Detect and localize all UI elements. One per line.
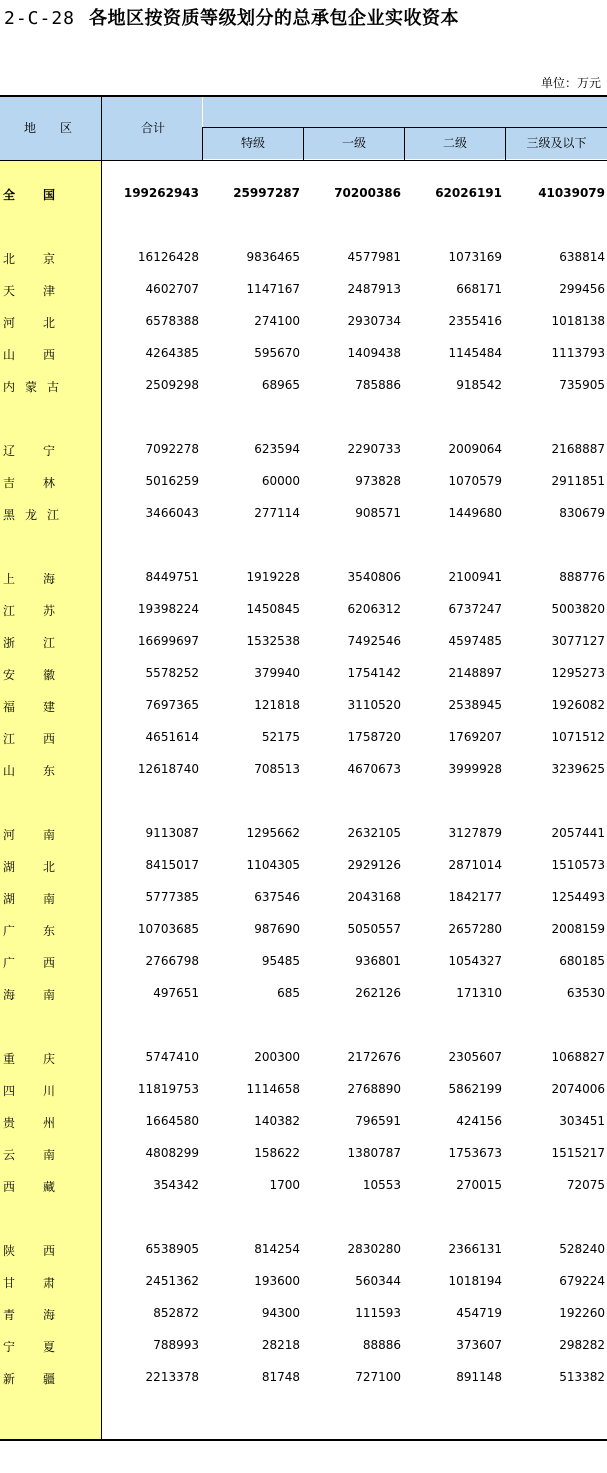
cell-total: 3466043 — [145, 506, 199, 520]
cell-grade-2: 973828 — [355, 474, 401, 488]
table-row — [0, 439, 607, 461]
header-subrule-2 — [303, 127, 304, 161]
cell-grade-1: 379940 — [254, 666, 300, 680]
header-grade-second: 二级 — [405, 128, 505, 159]
table-row — [0, 1047, 607, 1069]
region-name: 广 东 — [3, 924, 55, 938]
cell-total: 2509298 — [145, 378, 199, 392]
table-row — [0, 183, 607, 205]
table-row — [0, 983, 607, 1005]
cell-grade-2: 1380787 — [347, 1146, 401, 1160]
cell-grade-4: 3239625 — [551, 762, 605, 776]
cell-grade-1: 623594 — [254, 442, 300, 456]
cell-grade-2: 2632105 — [347, 826, 401, 840]
table-row — [0, 1239, 607, 1261]
cell-grade-1: 1114658 — [246, 1082, 300, 1096]
region-name: 天 津 — [3, 284, 55, 298]
table-row — [0, 311, 607, 333]
region-name: 河 北 — [3, 316, 55, 330]
cell-grade-3: 3127879 — [448, 826, 502, 840]
region-name: 云 南 — [3, 1148, 55, 1162]
header-region-label: 地 区 — [24, 121, 73, 135]
region-name: 全 国 — [3, 188, 55, 202]
region-name: 上 海 — [3, 572, 55, 586]
cell-grade-4: 298282 — [559, 1338, 605, 1352]
cell-grade-4: 1071512 — [551, 730, 605, 744]
cell-grade-4: 2057441 — [551, 826, 605, 840]
cell-total: 354342 — [153, 1178, 199, 1192]
cell-grade-1: 95485 — [261, 954, 300, 968]
cell-grade-2: 3540806 — [347, 570, 401, 584]
table-row — [0, 759, 607, 781]
cell-total: 10703685 — [137, 922, 199, 936]
cell-total: 19398224 — [137, 602, 199, 616]
cell-total: 4651614 — [145, 730, 199, 744]
cell-grade-4: 1068827 — [551, 1050, 605, 1064]
cell-grade-3: 373607 — [456, 1338, 502, 1352]
cell-grade-2: 10553 — [362, 1178, 401, 1192]
cell-grade-2: 4577981 — [347, 250, 401, 264]
cell-total: 199262943 — [123, 186, 199, 200]
cell-total: 5578252 — [145, 666, 199, 680]
cell-grade-1: 9836465 — [246, 250, 300, 264]
cell-grade-3: 171310 — [456, 986, 502, 1000]
cell-grade-3: 1073169 — [448, 250, 502, 264]
cell-grade-2: 88886 — [362, 1338, 401, 1352]
table-row — [0, 695, 607, 717]
cell-grade-4: 3077127 — [551, 634, 605, 648]
cell-grade-3: 270015 — [456, 1178, 502, 1192]
cell-grade-4: 735905 — [559, 378, 605, 392]
cell-total: 11819753 — [137, 1082, 199, 1096]
table-row — [0, 1079, 607, 1101]
cell-grade-4: 2008159 — [551, 922, 605, 936]
cell-grade-4: 63530 — [566, 986, 605, 1000]
cell-total: 5747410 — [145, 1050, 199, 1064]
cell-grade-2: 785886 — [355, 378, 401, 392]
cell-grade-4: 192260 — [559, 1306, 605, 1320]
region-name: 湖 北 — [3, 860, 55, 874]
cell-total: 16126428 — [137, 250, 199, 264]
cell-grade-2: 4670673 — [347, 762, 401, 776]
cell-total: 4602707 — [145, 282, 199, 296]
region-name: 福 建 — [3, 700, 55, 714]
cell-grade-4: 5003820 — [551, 602, 605, 616]
region-name: 新 疆 — [3, 1372, 55, 1386]
cell-grade-3: 2355416 — [448, 314, 502, 328]
table-row — [0, 279, 607, 301]
bottom-rule — [0, 1439, 607, 1441]
cell-grade-3: 2009064 — [448, 442, 502, 456]
header-subrule-3 — [404, 127, 405, 161]
cell-grade-2: 1409438 — [347, 346, 401, 360]
cell-total: 4808299 — [145, 1146, 199, 1160]
table-row — [0, 919, 607, 941]
cell-grade-4: 1018138 — [551, 314, 605, 328]
cell-grade-2: 2487913 — [347, 282, 401, 296]
table-row — [0, 663, 607, 685]
table-row — [0, 855, 607, 877]
table-row — [0, 727, 607, 749]
cell-grade-3: 2305607 — [448, 1050, 502, 1064]
data-table — [0, 95, 607, 1441]
cell-grade-2: 6206312 — [347, 602, 401, 616]
table-row — [0, 887, 607, 909]
table-row — [0, 567, 607, 589]
cell-grade-4: 830679 — [559, 506, 605, 520]
cell-grade-2: 2830280 — [347, 1242, 401, 1256]
cell-grade-1: 637546 — [254, 890, 300, 904]
table-row — [0, 247, 607, 269]
cell-grade-2: 2929126 — [347, 858, 401, 872]
cell-grade-1: 1532538 — [246, 634, 300, 648]
cell-grade-4: 303451 — [559, 1114, 605, 1128]
table-code: 2-C-28 — [4, 8, 76, 29]
cell-grade-1: 987690 — [254, 922, 300, 936]
cell-grade-2: 2172676 — [347, 1050, 401, 1064]
cell-grade-4: 1510573 — [551, 858, 605, 872]
cell-grade-2: 908571 — [355, 506, 401, 520]
table-row — [0, 1367, 607, 1389]
table-row — [0, 343, 607, 365]
cell-grade-1: 685 — [277, 986, 300, 1000]
cell-total: 6578388 — [145, 314, 199, 328]
cell-total: 852872 — [153, 1306, 199, 1320]
cell-grade-1: 140382 — [254, 1114, 300, 1128]
cell-grade-3: 424156 — [456, 1114, 502, 1128]
cell-grade-1: 200300 — [254, 1050, 300, 1064]
region-name: 重 庆 — [3, 1052, 55, 1066]
header-grade-third-below: 三级及以下 — [506, 128, 607, 159]
cell-grade-1: 121818 — [254, 698, 300, 712]
header-grade-special: 特级 — [203, 128, 303, 159]
cell-total: 16699697 — [137, 634, 199, 648]
region-name: 湖 南 — [3, 892, 55, 906]
cell-grade-4: 1515217 — [551, 1146, 605, 1160]
region-name: 浙 江 — [3, 636, 55, 650]
cell-grade-4: 2074006 — [551, 1082, 605, 1096]
cell-grade-3: 1054327 — [448, 954, 502, 968]
cell-grade-4: 2911851 — [551, 474, 605, 488]
cell-total: 1664580 — [145, 1114, 199, 1128]
cell-grade-4: 299456 — [559, 282, 605, 296]
cell-grade-3: 5862199 — [448, 1082, 502, 1096]
cell-grade-4: 1926082 — [551, 698, 605, 712]
cell-grade-2: 70200386 — [334, 186, 401, 200]
region-name: 河 南 — [3, 828, 55, 842]
cell-grade-3: 1449680 — [448, 506, 502, 520]
cell-grade-1: 28218 — [261, 1338, 300, 1352]
region-name: 辽 宁 — [3, 444, 55, 458]
cell-grade-3: 1842177 — [448, 890, 502, 904]
cell-grade-1: 1919228 — [246, 570, 300, 584]
header-grade-first: 一级 — [304, 128, 404, 159]
cell-grade-2: 1758720 — [347, 730, 401, 744]
cell-grade-3: 2871014 — [448, 858, 502, 872]
cell-grade-1: 814254 — [254, 1242, 300, 1256]
cell-grade-1: 52175 — [261, 730, 300, 744]
table-row — [0, 951, 607, 973]
cell-grade-3: 918542 — [456, 378, 502, 392]
region-name: 宁 夏 — [3, 1340, 55, 1354]
cell-total: 4264385 — [145, 346, 199, 360]
cell-grade-1: 60000 — [261, 474, 300, 488]
cell-grade-1: 1700 — [269, 1178, 300, 1192]
cell-grade-3: 1018194 — [448, 1274, 502, 1288]
table-row — [0, 599, 607, 621]
table-row — [0, 1335, 607, 1357]
cell-total: 12618740 — [137, 762, 199, 776]
region-name: 山 东 — [3, 764, 55, 778]
cell-total: 2451362 — [145, 1274, 199, 1288]
cell-total: 5016259 — [145, 474, 199, 488]
cell-grade-2: 3110520 — [347, 698, 401, 712]
cell-grade-3: 891148 — [456, 1370, 502, 1384]
cell-grade-2: 2043168 — [347, 890, 401, 904]
cell-grade-2: 727100 — [355, 1370, 401, 1384]
table-row — [0, 1175, 607, 1197]
cell-grade-4: 72075 — [566, 1178, 605, 1192]
region-name: 青 海 — [3, 1308, 55, 1322]
cell-total: 8415017 — [145, 858, 199, 872]
cell-grade-1: 1295662 — [246, 826, 300, 840]
table-row — [0, 631, 607, 653]
table-row — [0, 1303, 607, 1325]
unit-label: 单位：万元 — [540, 76, 601, 90]
cell-total: 7697365 — [145, 698, 199, 712]
region-name: 陕 西 — [3, 1244, 55, 1258]
cell-grade-1: 277114 — [254, 506, 300, 520]
cell-grade-1: 1104305 — [246, 858, 300, 872]
cell-grade-3: 3999928 — [448, 762, 502, 776]
cell-grade-3: 2100941 — [448, 570, 502, 584]
cell-grade-1: 94300 — [261, 1306, 300, 1320]
header-total-label: 合计 — [141, 121, 166, 135]
cell-grade-4: 513382 — [559, 1370, 605, 1384]
cell-grade-1: 708513 — [254, 762, 300, 776]
cell-grade-3: 1769207 — [448, 730, 502, 744]
cell-grade-3: 2366131 — [448, 1242, 502, 1256]
cell-total: 6538905 — [145, 1242, 199, 1256]
table-row — [0, 471, 607, 493]
cell-grade-3: 1753673 — [448, 1146, 502, 1160]
cell-grade-4: 679224 — [559, 1274, 605, 1288]
cell-total: 497651 — [153, 986, 199, 1000]
cell-total: 8449751 — [145, 570, 199, 584]
region-name: 山 西 — [3, 348, 55, 362]
cell-grade-1: 158622 — [254, 1146, 300, 1160]
region-name: 江 西 — [3, 732, 55, 746]
table-row — [0, 375, 607, 397]
header-grade-group-cell — [203, 97, 607, 127]
cell-grade-4: 638814 — [559, 250, 605, 264]
region-name: 北 京 — [3, 252, 55, 266]
cell-grade-2: 262126 — [355, 986, 401, 1000]
header-subrule-4 — [505, 127, 506, 161]
cell-grade-1: 81748 — [261, 1370, 300, 1384]
cell-grade-1: 193600 — [254, 1274, 300, 1288]
table-row — [0, 503, 607, 525]
cell-grade-4: 888776 — [559, 570, 605, 584]
region-name: 内 蒙 古 — [3, 380, 59, 394]
region-name: 黑 龙 江 — [3, 508, 59, 522]
region-name: 贵 州 — [3, 1116, 55, 1130]
cell-grade-3: 2538945 — [448, 698, 502, 712]
cell-grade-3: 2657280 — [448, 922, 502, 936]
cell-total: 2213378 — [145, 1370, 199, 1384]
cell-grade-2: 560344 — [355, 1274, 401, 1288]
cell-grade-4: 1113793 — [551, 346, 605, 360]
cell-grade-4: 1254493 — [551, 890, 605, 904]
cell-grade-2: 936801 — [355, 954, 401, 968]
cell-grade-2: 111593 — [355, 1306, 401, 1320]
cell-grade-3: 1145484 — [448, 346, 502, 360]
cell-total: 788993 — [153, 1338, 199, 1352]
table-title: 各地区按资质等级划分的总承包企业实收资本 — [89, 8, 460, 29]
cell-grade-2: 2290733 — [347, 442, 401, 456]
region-name: 广 西 — [3, 956, 55, 970]
cell-grade-3: 6737247 — [448, 602, 502, 616]
cell-grade-4: 2168887 — [551, 442, 605, 456]
cell-total: 2766798 — [145, 954, 199, 968]
cell-total: 9113087 — [145, 826, 199, 840]
cell-total: 7092278 — [145, 442, 199, 456]
region-name: 吉 林 — [3, 476, 55, 490]
page-title — [4, 4, 459, 30]
cell-total: 5777385 — [145, 890, 199, 904]
cell-grade-2: 1754142 — [347, 666, 401, 680]
cell-grade-3: 2148897 — [448, 666, 502, 680]
cell-grade-4: 41039079 — [538, 186, 605, 200]
region-name: 海 南 — [3, 988, 55, 1002]
table-row — [0, 1271, 607, 1293]
cell-grade-3: 62026191 — [435, 186, 502, 200]
region-name: 安 徽 — [3, 668, 55, 682]
cell-grade-2: 7492546 — [347, 634, 401, 648]
cell-grade-3: 454719 — [456, 1306, 502, 1320]
cell-grade-1: 274100 — [254, 314, 300, 328]
cell-grade-1: 1450845 — [246, 602, 300, 616]
cell-grade-4: 528240 — [559, 1242, 605, 1256]
cell-grade-1: 68965 — [261, 378, 300, 392]
region-name: 江 苏 — [3, 604, 55, 618]
cell-grade-3: 1070579 — [448, 474, 502, 488]
cell-grade-1: 595670 — [254, 346, 300, 360]
cell-grade-2: 2768890 — [347, 1082, 401, 1096]
cell-grade-4: 680185 — [559, 954, 605, 968]
cell-grade-3: 668171 — [456, 282, 502, 296]
cell-grade-2: 2930734 — [347, 314, 401, 328]
cell-grade-2: 796591 — [355, 1114, 401, 1128]
region-name: 四 川 — [3, 1084, 55, 1098]
cell-grade-1: 25997287 — [233, 186, 300, 200]
header-subrule-1 — [202, 127, 203, 161]
region-name: 西 藏 — [3, 1180, 55, 1194]
cell-grade-2: 5050557 — [347, 922, 401, 936]
cell-grade-1: 1147167 — [246, 282, 300, 296]
table-row — [0, 1143, 607, 1165]
table-row — [0, 1111, 607, 1133]
cell-grade-4: 1295273 — [551, 666, 605, 680]
region-name: 甘 肃 — [3, 1276, 55, 1290]
cell-grade-3: 4597485 — [448, 634, 502, 648]
table-row — [0, 823, 607, 845]
